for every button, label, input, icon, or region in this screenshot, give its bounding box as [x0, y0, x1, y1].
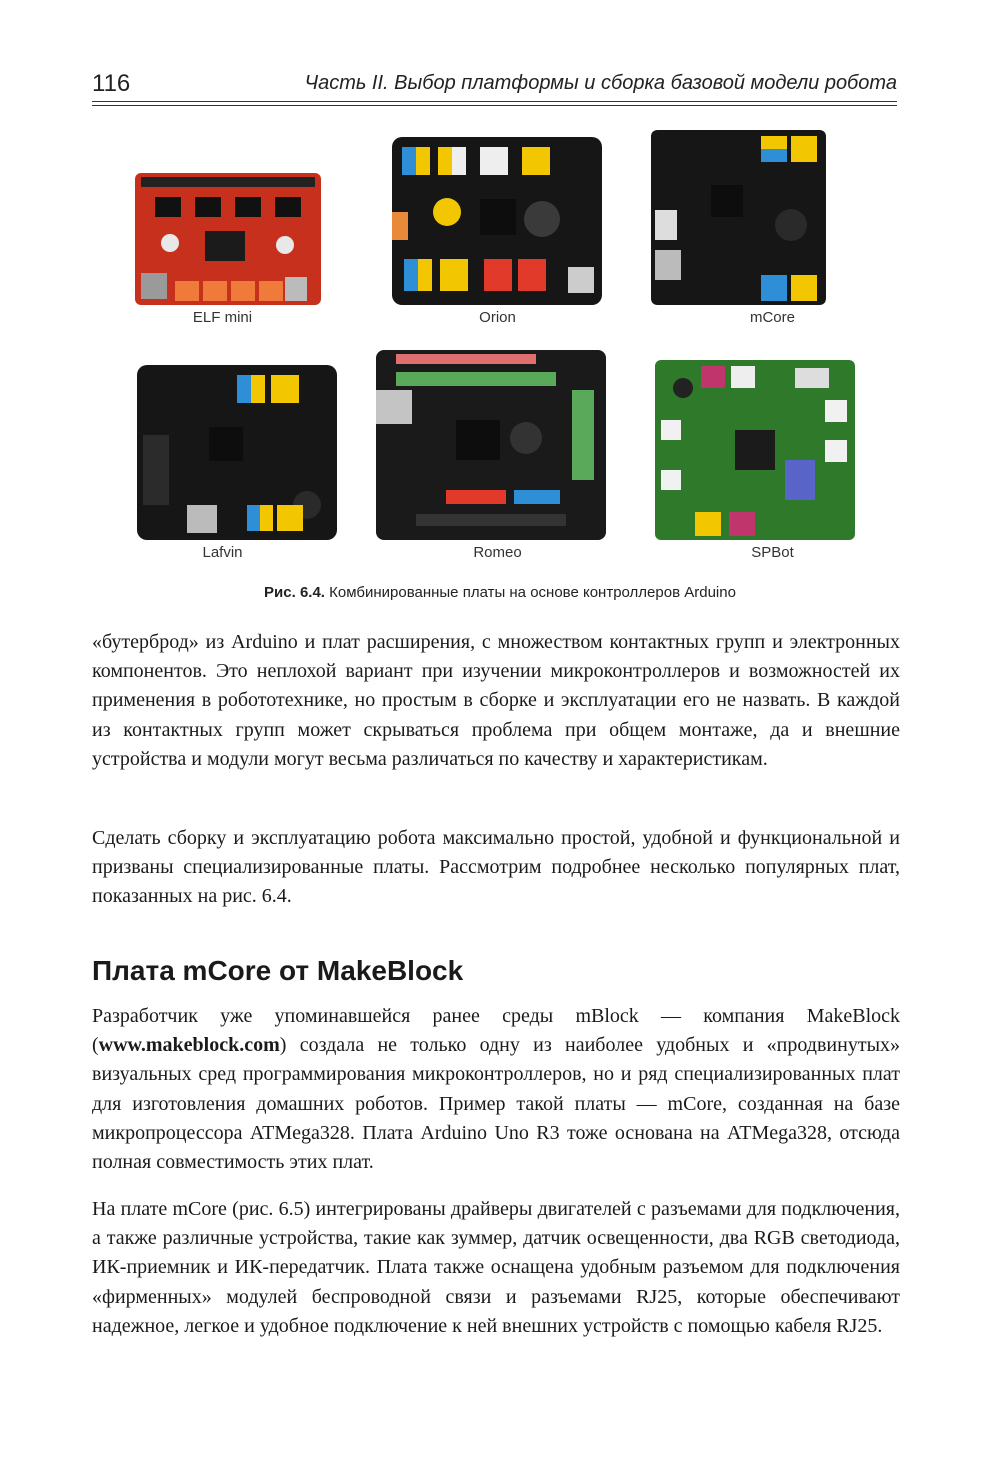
- header-rule: [92, 101, 897, 106]
- board-label: ELF mini: [192, 309, 253, 326]
- board-cell-orion: [370, 125, 625, 326]
- makeblock-link[interactable]: www.makeblock.com: [98, 1034, 280, 1057]
- body-paragraph: Сделать сборку и эксплуатацию робота максимально простой, удобной и функциональной и призваны специализированные платы. Рассмотрим подробнее несколько популярных плат, показанных на рис. 6.4.: [92, 827, 900, 908]
- paragraph-2-block: [92, 824, 900, 912]
- figure-caption-number: Рис. 6.4.: [264, 584, 325, 601]
- paragraph-1-block: [92, 628, 900, 774]
- body-paragraph: «бутерброд» из Arduino и плат расширения, с множеством контактных групп и электронных компонентов. Это неплохой вариант при изучении микроконтроллеров и возможностей их применения в робототехнике, но простым в сборке и эксплуатации его не назвать. В каждой из контактных групп может скрываться проблема при общем монтаже, да и внешние устройства и модули могут весьма различаться по качеству и характеристикам.: [92, 631, 900, 770]
- paragraph-4-block: [92, 1195, 900, 1341]
- board-image-mcore: [651, 130, 826, 305]
- board-label: Lafvin: [202, 544, 243, 561]
- figure-board-grid: [95, 125, 900, 575]
- board-label: mCore: [749, 309, 795, 326]
- board-label: Orion: [479, 309, 516, 326]
- board-image-spbot: [655, 360, 855, 540]
- body-paragraph: [92, 1002, 900, 1177]
- board-image-orion: [392, 137, 602, 305]
- paragraph-3-block: [92, 1002, 900, 1177]
- board-image-lafvin: [137, 365, 337, 540]
- paragraph-text: Разработчик уже упоминавшейся ранее среды mBlock — компания MakeBlock (: [92, 1005, 900, 1057]
- figure-caption: [0, 584, 1000, 601]
- paragraph-text: ) создала не только одну из наиболее удобных и «продвинутых» визуальных сред программирования микроконтроллеров, но и ряд специализированных плат для изготовления домашних роботов. Пример такой платы — mCore, созданная на базе микропроцессора ATMega328. Плата Arduino Uno R3 тоже основана на ATMega328, отсюда полная совместимость этих плат.: [92, 1034, 900, 1174]
- board-label: SPBot: [751, 544, 794, 561]
- figure-caption-text: Комбинированные платы на основе контроллеров Arduino: [324, 584, 736, 601]
- body-paragraph: На плате mCore (рис. 6.5) интегрированы драйверы двигателей с разъемами для подключения, а также различные устройства, такие как зуммер, датчик освещенности, два RGB светодиода, ИК-приемник и ИК-передатчик. Плата также оснащена удобным разъемом для подключения «фирменных» модулей беспроводной связи и разъемами RJ25, которые обеспечивают надежное, легкое и удобное подключение к ней внешних устройств с помощью кабеля RJ25.: [92, 1198, 900, 1337]
- board-cell-lafvin: [95, 360, 350, 561]
- running-head: Часть II. Выбор платформы и сборка базовой модели робота: [304, 72, 897, 94]
- board-cell-romeo: [370, 360, 625, 561]
- board-image-elf-mini: [135, 173, 321, 305]
- board-image-romeo: [376, 350, 606, 540]
- page-number: 116: [92, 70, 131, 97]
- board-cell-elf-mini: [95, 125, 350, 326]
- board-cell-mcore: [645, 125, 900, 326]
- board-label: Romeo: [473, 544, 522, 561]
- board-cell-spbot: [645, 360, 900, 561]
- section-heading: Плата mCore от MakeBlock: [92, 955, 464, 986]
